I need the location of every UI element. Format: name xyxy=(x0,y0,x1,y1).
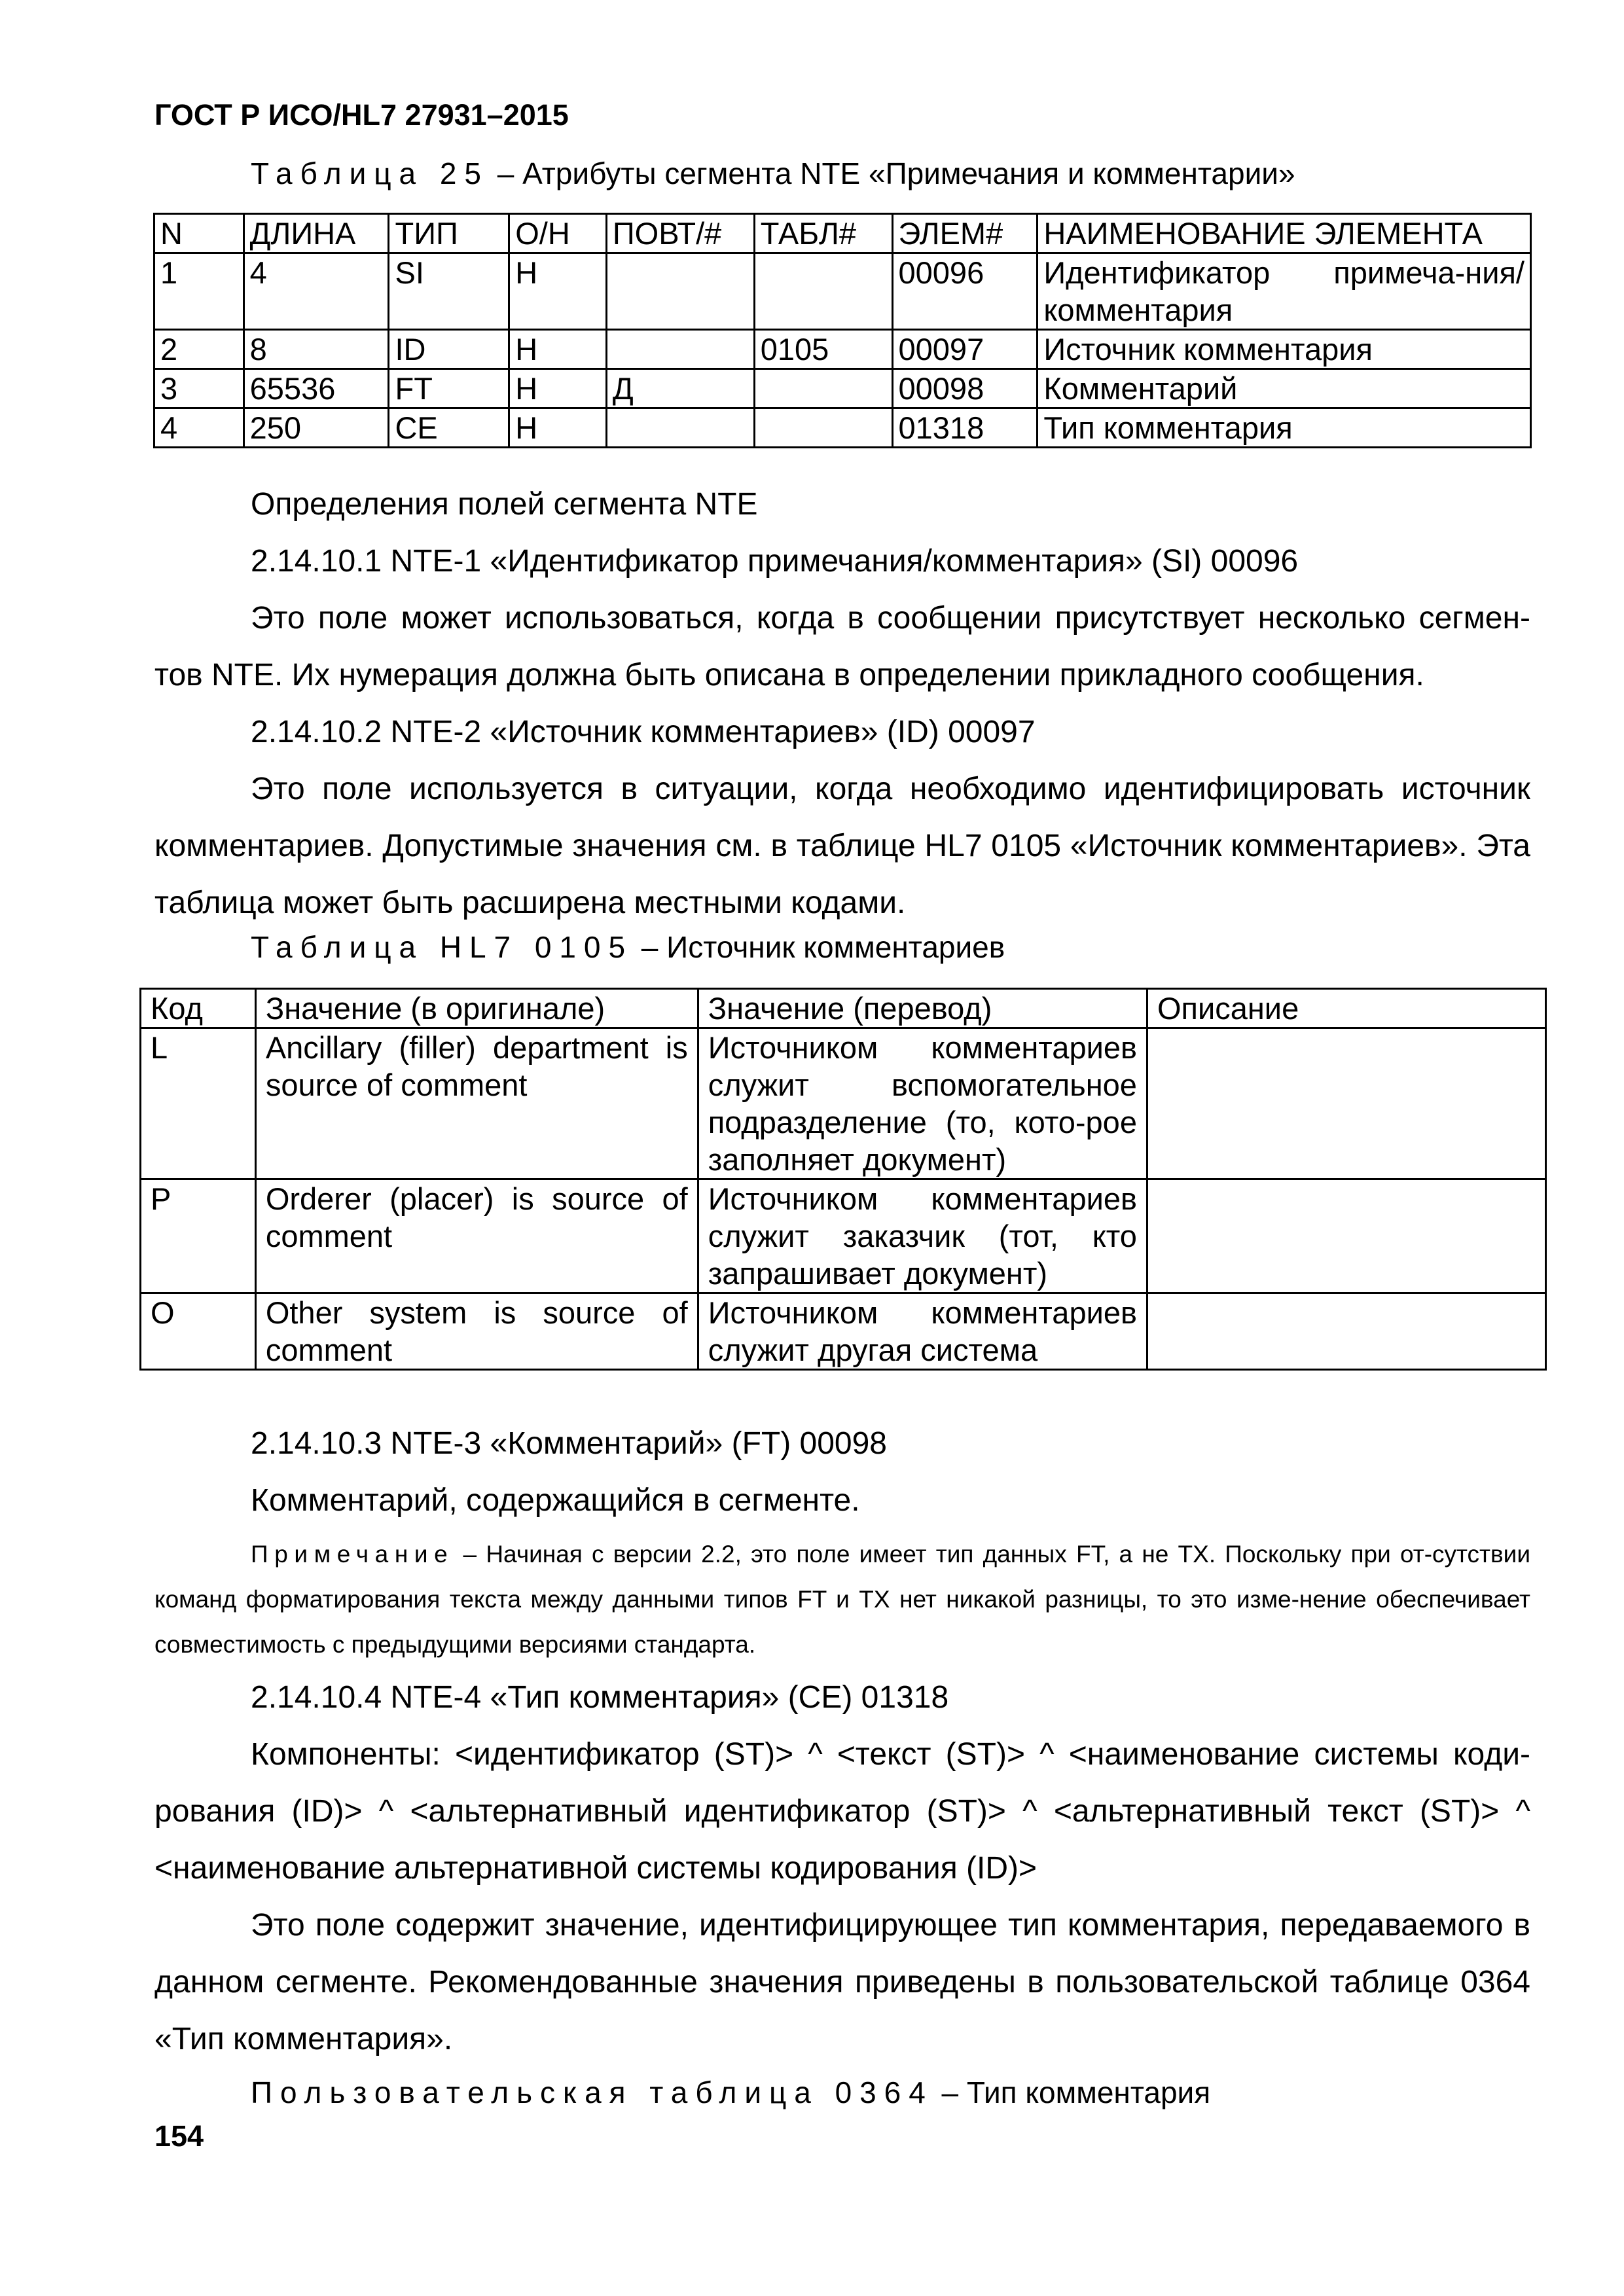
table-cell: 2 xyxy=(154,330,244,369)
table-cell: Н xyxy=(509,408,607,448)
table-hl7-0105 xyxy=(139,988,1547,1371)
table-cell: Тип комментария xyxy=(1038,408,1531,448)
table-cell: 4 xyxy=(154,408,244,448)
table-cell: FT xyxy=(389,369,509,408)
table25-col-opt: О/Н xyxy=(509,214,607,253)
table25-col-n: N xyxy=(154,214,244,253)
table0105-caption-title: – Источник комментариев xyxy=(641,930,1005,964)
table-cell: P xyxy=(141,1179,256,1293)
table-cell xyxy=(754,253,892,330)
field-heading-nte2: 2.14.10.2 NTE-2 «Источник комментариев» (ID) 00097 xyxy=(251,715,1036,749)
paragraph: Комментарий, содержащийся в сегменте. xyxy=(251,1483,860,1518)
table-cell xyxy=(606,408,754,448)
table-cell: Н xyxy=(509,369,607,408)
table-cell: 00096 xyxy=(892,253,1038,330)
paragraph: Это поле используется в ситуации, когда необходимо идентифицировать источник комментариев. Допустимые значения см. в таблице HL7 0105 «Источник комментариев». Эта таблица может быть расширена местными кодами. xyxy=(154,772,1530,920)
table0105-col-original: Значение (в оригинале) xyxy=(255,989,698,1028)
table-cell: 65536 xyxy=(244,369,389,408)
table-row xyxy=(154,369,1531,408)
table-cell: 00097 xyxy=(892,330,1038,369)
table-25 xyxy=(153,213,1532,448)
table-cell xyxy=(606,253,754,330)
table-cell: SI xyxy=(389,253,509,330)
table0105-col-description: Описание xyxy=(1147,989,1545,1028)
table-row xyxy=(141,1179,1546,1293)
table-row xyxy=(141,1293,1546,1370)
table-row xyxy=(154,253,1531,330)
table-cell: 3 xyxy=(154,369,244,408)
table-cell: 0105 xyxy=(754,330,892,369)
table-cell: Источник комментария xyxy=(1038,330,1531,369)
paragraph: Это поле содержит значение, идентифицирующее тип комментария, передаваемого в данном сегменте. Рекомендованные значения приведены в пользовательской таблице 0364 «Тип комментария». xyxy=(154,1908,1530,2056)
table0105-col-code: Код xyxy=(141,989,256,1028)
table-cell: 8 xyxy=(244,330,389,369)
table-cell: 00098 xyxy=(892,369,1038,408)
table25-col-elem: ЭЛЕМ# xyxy=(892,214,1038,253)
table25-col-rep: ПОВТ/# xyxy=(606,214,754,253)
table25-caption-title: – Атрибуты сегмента NTE «Примечания и комментарии» xyxy=(497,156,1295,190)
table-cell: Идентификатор примеча-ния/комментария xyxy=(1038,253,1531,330)
note-text: – Начиная с версии 2.2, это поле имеет тип данных FT, а не TX. Поскольку при от-сутствии команд форматирования текста между данными типов FT и TX нет никакой разницы, то это изме-нение обеспечивает совместимость с предыдущими версиями стандарта. xyxy=(154,1541,1530,1658)
table-cell: 4 xyxy=(244,253,389,330)
field-heading-nte3: 2.14.10.3 NTE-3 «Комментарий» (FT) 00098 xyxy=(251,1426,887,1461)
table-cell: Н xyxy=(509,330,607,369)
table-cell: Ancillary (filler) department is source of comment xyxy=(255,1028,698,1179)
note-label: Примечание xyxy=(251,1541,454,1568)
table0364-caption-label: Пользовательская таблица 0364 xyxy=(251,2075,933,2109)
field-heading-nte4: 2.14.10.4 NTE-4 «Тип комментария» (CE) 01318 xyxy=(251,1680,949,1715)
table-cell: 01318 xyxy=(892,408,1038,448)
table-cell: Orderer (placer) is source of comment xyxy=(255,1179,698,1293)
field-heading-nte1: 2.14.10.1 NTE-1 «Идентификатор примечания/комментария» (SI) 00096 xyxy=(251,544,1299,579)
table-row xyxy=(154,408,1531,448)
table0105-caption-label: Таблица HL7 0105 xyxy=(251,930,633,964)
table0364-caption-title: – Тип комментария xyxy=(933,2075,1211,2109)
table0105-col-translation: Значение (перевод) xyxy=(698,989,1147,1028)
table-row xyxy=(154,330,1531,369)
table25-col-name: НАИМЕНОВАНИЕ ЭЛЕМЕНТА xyxy=(1038,214,1531,253)
table-cell xyxy=(606,330,754,369)
table25-caption-label: Таблица 25 xyxy=(251,156,489,190)
table0105-header-row xyxy=(141,989,1546,1028)
table-cell: 1 xyxy=(154,253,244,330)
table-cell: Источником комментариев служит заказчик (тот, кто запрашивает документ) xyxy=(698,1179,1147,1293)
table-cell xyxy=(754,369,892,408)
table-cell xyxy=(1147,1028,1545,1179)
table25-caption xyxy=(251,156,1295,191)
table-cell: Н xyxy=(509,253,607,330)
table-cell: L xyxy=(141,1028,256,1179)
table0364-caption xyxy=(251,2075,1210,2110)
table-cell: ID xyxy=(389,330,509,369)
table0105-caption xyxy=(251,929,1005,965)
standard-header: ГОСТ Р ИСО/HL7 27931–2015 xyxy=(154,98,569,132)
table25-col-type: ТИП xyxy=(389,214,509,253)
note xyxy=(154,1532,1530,1667)
table25-header-row xyxy=(154,214,1531,253)
table25-col-length: ДЛИНА xyxy=(244,214,389,253)
table-cell: CE xyxy=(389,408,509,448)
page-number: 154 xyxy=(154,2119,204,2153)
table-cell: Источником комментариев служит вспомогательное подразделение (то, кото-рое заполняет документ) xyxy=(698,1028,1147,1179)
table-cell: Комментарий xyxy=(1038,369,1531,408)
table-cell: Источником комментариев служит другая система xyxy=(698,1293,1147,1370)
table-cell: 250 xyxy=(244,408,389,448)
table-row xyxy=(141,1028,1546,1179)
table-cell: Other system is source of comment xyxy=(255,1293,698,1370)
table-cell xyxy=(754,408,892,448)
table-cell xyxy=(1147,1179,1545,1293)
paragraph: Компоненты: <идентификатор (ST)> ^ <текст (ST)> ^ <наименование системы коди-рования (ID)> ^ <альтернативный идентификатор (ST)> ^ <альтернативный текст (ST)> ^ <наименование альтернативной системы кодирования (ID)> xyxy=(154,1737,1530,1886)
paragraph: Это поле может использоваться, когда в сообщении присутствует несколько сегмен-тов NTE. Их нумерация должна быть описана в определении прикладного сообщения. xyxy=(154,601,1530,692)
table25-col-table: ТАБЛ# xyxy=(754,214,892,253)
table-cell: Д xyxy=(606,369,754,408)
table-cell xyxy=(1147,1293,1545,1370)
table-cell: O xyxy=(141,1293,256,1370)
section-heading: Определения полей сегмента NTE xyxy=(251,487,758,522)
